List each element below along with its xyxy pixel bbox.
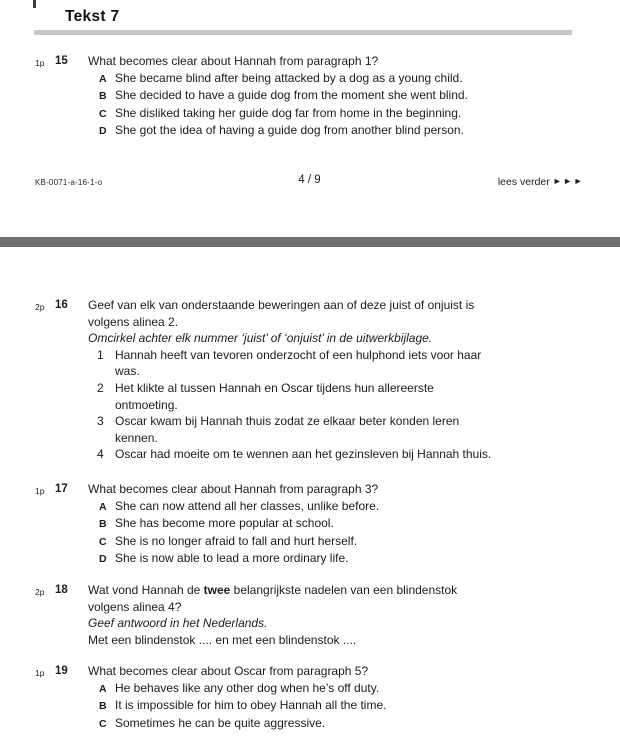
question-16-item-4 bbox=[88, 446, 580, 463]
question-19-points: 1p bbox=[35, 668, 45, 678]
option-letter: B bbox=[99, 90, 107, 103]
question-17-option-b bbox=[88, 515, 580, 533]
item-number: 2 bbox=[97, 380, 104, 395]
question-16-item-3 bbox=[88, 413, 580, 446]
question-17-body bbox=[88, 481, 580, 568]
question-15-stem: What becomes clear about Hannah from paragraph 1? bbox=[88, 54, 379, 68]
item-number: 4 bbox=[97, 447, 104, 462]
question-16-body bbox=[88, 297, 580, 463]
item-text bbox=[115, 446, 491, 463]
item-text-line: Oscar had moeite om te wennen aan het gezinsleven bij Hannah thuis. bbox=[115, 447, 492, 462]
option-text: She became blind after being attacked by a dog as a young child. bbox=[115, 70, 463, 85]
document-code: KB-0071-a-16-1-o bbox=[35, 178, 103, 187]
question-15-body bbox=[88, 53, 580, 140]
item-text-line: ontmoeting. bbox=[115, 397, 178, 412]
question-19-option-c bbox=[88, 715, 580, 733]
option-letter: C bbox=[99, 107, 107, 120]
question-19 bbox=[35, 663, 580, 732]
question-16-stem-line-1: Geef van elk van onderstaande beweringen aan of deze juist of onjuist is bbox=[88, 298, 475, 312]
question-15-number: 15 bbox=[55, 55, 68, 67]
question-18-number: 18 bbox=[55, 584, 68, 596]
question-19-number: 19 bbox=[55, 665, 68, 677]
stem-segment: Wat vond Hannah de bbox=[88, 583, 204, 597]
continue-label: lees verder bbox=[497, 176, 550, 188]
question-17-option-c bbox=[88, 533, 580, 551]
item-text-line: kennen. bbox=[115, 430, 158, 445]
continue-indicator bbox=[498, 176, 584, 188]
option-text: She has become more popular at school. bbox=[115, 516, 334, 531]
item-text-line: was. bbox=[115, 364, 140, 379]
question-16-instruction: Omcirkel achter elk nummer ‘juist’ of ‘onjuist’ in de uitwerkbijlage. bbox=[88, 331, 433, 346]
item-number: 3 bbox=[97, 414, 104, 429]
question-15-points: 1p bbox=[35, 58, 45, 68]
stem-segment: belangrijkste nadelen van een blindenstok bbox=[230, 583, 458, 597]
option-letter: C bbox=[99, 535, 107, 548]
question-16-points: 2p bbox=[35, 302, 45, 312]
question-18-points: 2p bbox=[35, 587, 45, 597]
title-rule bbox=[34, 30, 572, 35]
option-text: It is impossible for him to obey Hannah all the time. bbox=[115, 698, 387, 713]
option-letter: C bbox=[99, 717, 107, 730]
stem-segment-bold: twee bbox=[203, 583, 231, 597]
question-17-number: 17 bbox=[55, 483, 68, 495]
item-number: 1 bbox=[97, 347, 104, 362]
option-letter: B bbox=[99, 700, 107, 713]
question-18 bbox=[35, 582, 580, 648]
question-17 bbox=[35, 481, 580, 568]
question-16-item-1 bbox=[88, 347, 580, 380]
question-19-body bbox=[88, 663, 580, 732]
option-text: She disliked taking her guide dog far from home in the beginning. bbox=[115, 105, 462, 120]
question-18-answer-scaffold: Met een blindenstok .... en met een blindenstok .... bbox=[88, 632, 357, 647]
question-17-option-a bbox=[88, 498, 580, 516]
item-text bbox=[115, 413, 459, 446]
question-16-item-2 bbox=[88, 380, 580, 413]
option-text: Sometimes he can be quite aggressive. bbox=[115, 715, 326, 730]
page-title: Tekst 7 bbox=[65, 8, 120, 25]
page-edge-mark bbox=[33, 0, 36, 8]
item-text-line: Hannah heeft van tevoren onderzocht of een hulphond iets voor haar bbox=[115, 347, 482, 362]
option-text: She can now attend all her classes, unlike before. bbox=[115, 498, 380, 513]
question-15-option-d bbox=[88, 122, 580, 140]
question-19-option-b bbox=[88, 697, 580, 715]
question-15-option-b bbox=[88, 87, 580, 105]
page-separator-bar bbox=[0, 237, 620, 247]
question-18-stem-line-2: volgens alinea 4? bbox=[88, 599, 182, 614]
option-letter: A bbox=[99, 682, 107, 695]
item-text bbox=[115, 347, 481, 380]
item-text bbox=[115, 380, 434, 413]
option-letter: B bbox=[99, 518, 107, 531]
question-15-option-a bbox=[88, 70, 580, 88]
question-16 bbox=[35, 297, 580, 463]
option-text: He behaves like any other dog when he’s off duty. bbox=[115, 680, 380, 695]
option-letter: A bbox=[99, 500, 107, 513]
option-text: She decided to have a guide dog from the moment she went blind. bbox=[115, 88, 468, 103]
option-text: She is no longer afraid to fall and hurt herself. bbox=[115, 533, 358, 548]
question-15 bbox=[35, 53, 580, 140]
question-17-points: 1p bbox=[35, 486, 45, 496]
question-16-number: 16 bbox=[55, 299, 68, 311]
question-18-stem-line-1 bbox=[88, 582, 580, 599]
page-number: 4 / 9 bbox=[298, 174, 321, 186]
page-footer bbox=[35, 174, 584, 188]
question-18-instruction: Geef antwoord in het Nederlands. bbox=[88, 616, 268, 631]
question-17-option-d bbox=[88, 550, 580, 568]
option-letter: A bbox=[99, 72, 107, 85]
question-19-stem: What becomes clear about Oscar from paragraph 5? bbox=[88, 664, 369, 678]
option-text: She is now able to lead a more ordinary life. bbox=[115, 551, 349, 566]
question-19-option-a bbox=[88, 680, 580, 698]
option-letter: D bbox=[99, 125, 107, 138]
continue-arrows-icon: ►►► bbox=[552, 176, 584, 186]
question-18-body bbox=[88, 582, 580, 648]
option-text: She got the idea of having a guide dog from another blind person. bbox=[115, 123, 464, 138]
option-letter: D bbox=[99, 553, 107, 566]
question-16-stem-line-2: volgens alinea 2. bbox=[88, 314, 179, 329]
item-text-line: Het klikte al tussen Hannah en Oscar tijdens hun allereerste bbox=[115, 380, 434, 395]
question-15-option-c bbox=[88, 105, 580, 123]
item-text-line: Oscar kwam bij Hannah thuis zodat ze elkaar beter konden leren bbox=[115, 414, 460, 429]
question-17-stem: What becomes clear about Hannah from paragraph 3? bbox=[88, 482, 379, 496]
